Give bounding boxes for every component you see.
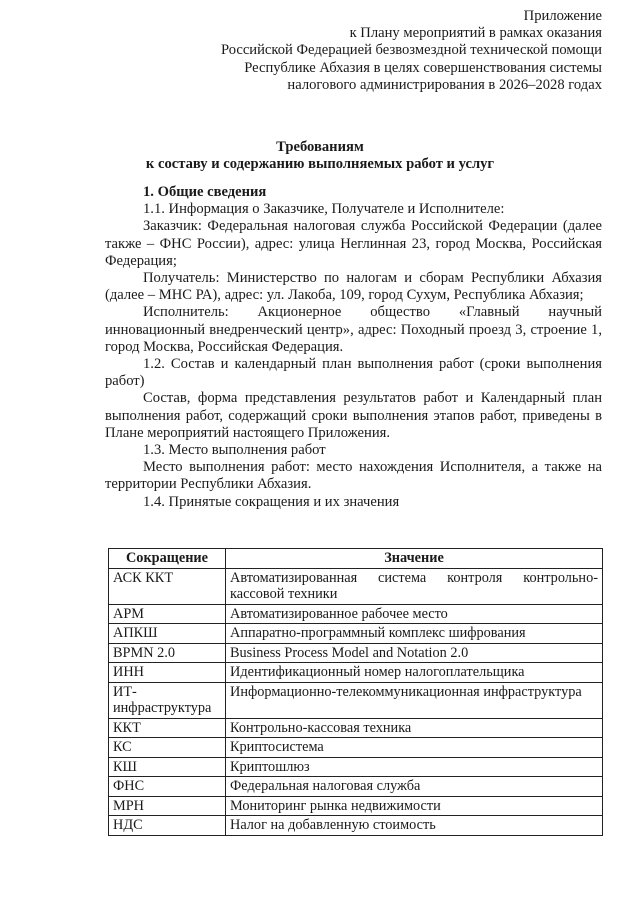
table-row — [109, 624, 603, 644]
abbreviation-cell: КС — [109, 738, 226, 758]
meaning-cell: Федеральная налоговая служба — [226, 777, 603, 797]
appendix-line: налогового администрирования в 2026–2028 годах — [287, 76, 602, 93]
table-row — [109, 604, 603, 624]
meaning-cell: Криптосистема — [226, 738, 603, 758]
meaning-cell: Криптошлюз — [226, 757, 603, 777]
subsection-1-3-text: Место выполнения работ: место нахождения Исполнителя, а также на территории Республики Абхазия. — [105, 459, 602, 493]
abbreviation-cell: ИНН — [109, 663, 226, 683]
table-row — [109, 568, 603, 604]
subsection-1-4: 1.4. Принятые сокращения и их значения — [143, 493, 400, 510]
table-row — [109, 643, 603, 663]
meaning-cell: Автоматизированное рабочее место — [226, 604, 603, 624]
column-header-abbreviation: Сокращение — [109, 549, 226, 569]
table-row — [109, 757, 603, 777]
table-row — [109, 663, 603, 683]
table-row — [109, 718, 603, 738]
table-row — [109, 777, 603, 797]
subsection-1-1: 1.1. Информация о Заказчике, Получателе и Исполнителе: — [143, 201, 505, 218]
subsection-1-2-text: Состав, форма представления результатов работ и Календарный план выполнения работ, содержащий сроки выполнения этапов работ, приведены в Плане мероприятий настоящего Приложения. — [105, 390, 602, 441]
subsection-1-3: 1.3. Место выполнения работ — [143, 442, 326, 459]
abbreviation-cell: АРМ — [109, 604, 226, 624]
appendix-line: Республике Абхазия в целях совершенствования системы — [244, 59, 602, 76]
abbreviation-cell: АСК ККТ — [109, 568, 226, 604]
table-header-row — [109, 549, 603, 569]
meaning-cell: Мониторинг рынка недвижимости — [226, 796, 603, 816]
abbreviation-cell: МРН — [109, 796, 226, 816]
abbreviation-cell: ИТ-инфраструктура — [109, 682, 226, 718]
contractor-paragraph: Исполнитель: Акционерное общество «Главный научный инновационный внедренческий центр», адрес: Походный проезд 3, строение 1, город Москва, Российская Федерация. — [105, 304, 602, 355]
column-header-meaning: Значение — [226, 549, 603, 569]
abbreviation-cell: КШ — [109, 757, 226, 777]
appendix-line: к Плану мероприятий в рамках оказания — [349, 25, 602, 42]
meaning-cell: Контрольно-кассовая техника — [226, 718, 603, 738]
document-title — [0, 139, 640, 173]
meaning-cell: Аппаратно-программный комплекс шифрования — [226, 624, 603, 644]
section-heading: 1. Общие сведения — [143, 184, 267, 200]
meaning-cell: Информационно-телекоммуникационная инфраструктура — [226, 682, 603, 718]
meaning-cell: Налог на добавленную стоимость — [226, 816, 603, 836]
table-row — [109, 816, 603, 836]
meaning-cell: Business Process Model and Notation 2.0 — [226, 643, 603, 663]
table-row — [109, 796, 603, 816]
table-row — [109, 682, 603, 718]
abbreviation-cell: НДС — [109, 816, 226, 836]
appendix-header — [221, 8, 602, 94]
title-line-2: к составу и содержанию выполняемых работ и услуг — [145, 156, 495, 173]
meaning-cell: Автоматизированная система контроля контрольно-кассовой техники — [226, 568, 603, 604]
customer-paragraph: Заказчик: Федеральная налоговая служба Российской Федерации (далее также – ФНС России), адрес: улица Неглинная 23, город Москва, Российская Федерация; — [105, 218, 602, 269]
abbreviations-table — [108, 548, 603, 836]
meaning-cell: Идентификационный номер налогоплательщика — [226, 663, 603, 683]
document-body — [105, 184, 602, 511]
recipient-paragraph: Получатель: Министерство по налогам и сборам Республики Абхазия (далее – МНС РА), адрес: ул. Лакоба, 109, город Сухум, Республика Абхазия; — [105, 270, 602, 304]
abbreviation-cell: ФНС — [109, 777, 226, 797]
appendix-line: Приложение — [523, 8, 602, 24]
table-row — [109, 738, 603, 758]
abbreviation-cell: BPMN 2.0 — [109, 643, 226, 663]
abbreviation-cell: АПКШ — [109, 624, 226, 644]
abbreviation-cell: ККТ — [109, 718, 226, 738]
subsection-1-2: 1.2. Состав и календарный план выполнения работ (сроки выполнения работ) — [105, 356, 602, 390]
title-line-1: Требованиям — [276, 139, 364, 155]
appendix-line: Российской Федерацией безвозмездной технической помощи — [220, 42, 602, 59]
